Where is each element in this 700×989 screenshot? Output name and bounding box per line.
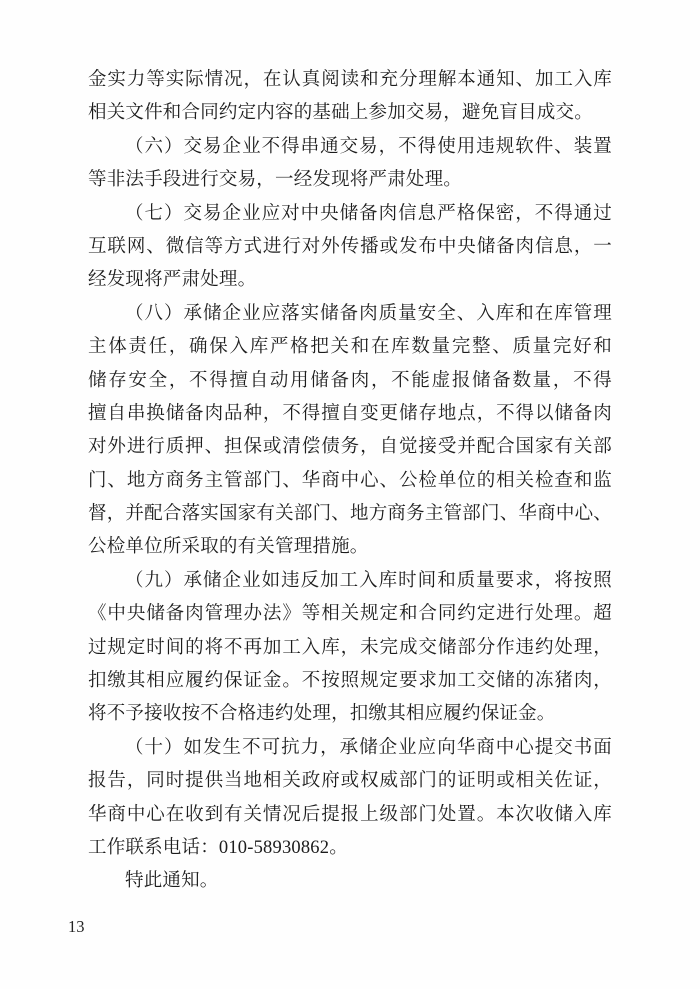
contact-phone-line: 工作联系电话：010-58930862。 (88, 837, 348, 858)
text-line: 将不予接收按不合格违约处理，扣缴其相应履约保证金。 (88, 704, 556, 725)
text-line: 扣缴其相应履约保证金。不按照规定要求加工交储的冻猪肉， (88, 671, 612, 692)
page-number: 13 (68, 917, 85, 936)
text-line: 相关文件和合同约定内容的基础上参加交易，避免盲目成交。 (88, 103, 593, 124)
text-line: 储存安全，不得擅自动用储备肉，不能虚报储备数量，不得 (88, 370, 612, 391)
text-line: 金实力等实际情况，在认真阅读和充分理解本通知、加工入库 (88, 70, 612, 90)
text-line: 《中央储备肉管理办法》等相关规定和合同约定进行处理。超 (88, 604, 612, 625)
text-line: 督，并配合落实国家有关部门、地方商务主管部门、华商中心、 (88, 504, 612, 525)
paragraph-start-line: （六）交易企业不得串通交易，不得使用违规软件、装置 (125, 136, 612, 157)
paragraph-start-line: （九）承储企业如违反加工入库时间和质量要求，将按照 (125, 570, 612, 591)
text-line: 主体责任，确保入库严格把关和在库数量完整、质量完好和 (88, 337, 612, 358)
text-line: 过规定时间的将不再加工入库，未完成交储部分作违约处理， (88, 637, 612, 658)
text-line: 互联网、微信等方式进行对外传播或发布中央储备肉信息，一 (88, 236, 612, 257)
document-body (88, 64, 612, 899)
text-line: 擅自串换储备肉品种，不得擅自变更储存地点，不得以储备肉 (88, 403, 612, 424)
text-line: 公检单位所采取的有关管理措施。 (88, 537, 369, 558)
text-line: 华商中心在收到有关情况后提报上级部门处置。本次收储入库 (88, 804, 612, 825)
closing-line: 特此通知。 (125, 871, 219, 892)
paragraph-start-line: （八）承储企业应落实储备肉质量安全、入库和在库管理 (125, 303, 612, 324)
text-line: 经发现将严肃处理。 (88, 270, 257, 291)
text-line: 等非法手段进行交易，一经发现将严肃处理。 (88, 170, 463, 191)
text-line: 对外进行质押、担保或清偿债务，自觉接受并配合国家有关部 (88, 437, 612, 458)
text-line: 门、地方商务主管部门、华商中心、公检单位的相关检查和监 (88, 470, 612, 491)
paragraph-start-line: （十）如发生不可抗力，承储企业应向华商中心提交书面 (125, 737, 612, 758)
paragraph-start-line: （七）交易企业应对中央储备肉信息严格保密，不得通过 (125, 203, 612, 224)
text-line: 报告，同时提供当地相关政府或权威部门的证明或相关佐证， (88, 771, 612, 792)
